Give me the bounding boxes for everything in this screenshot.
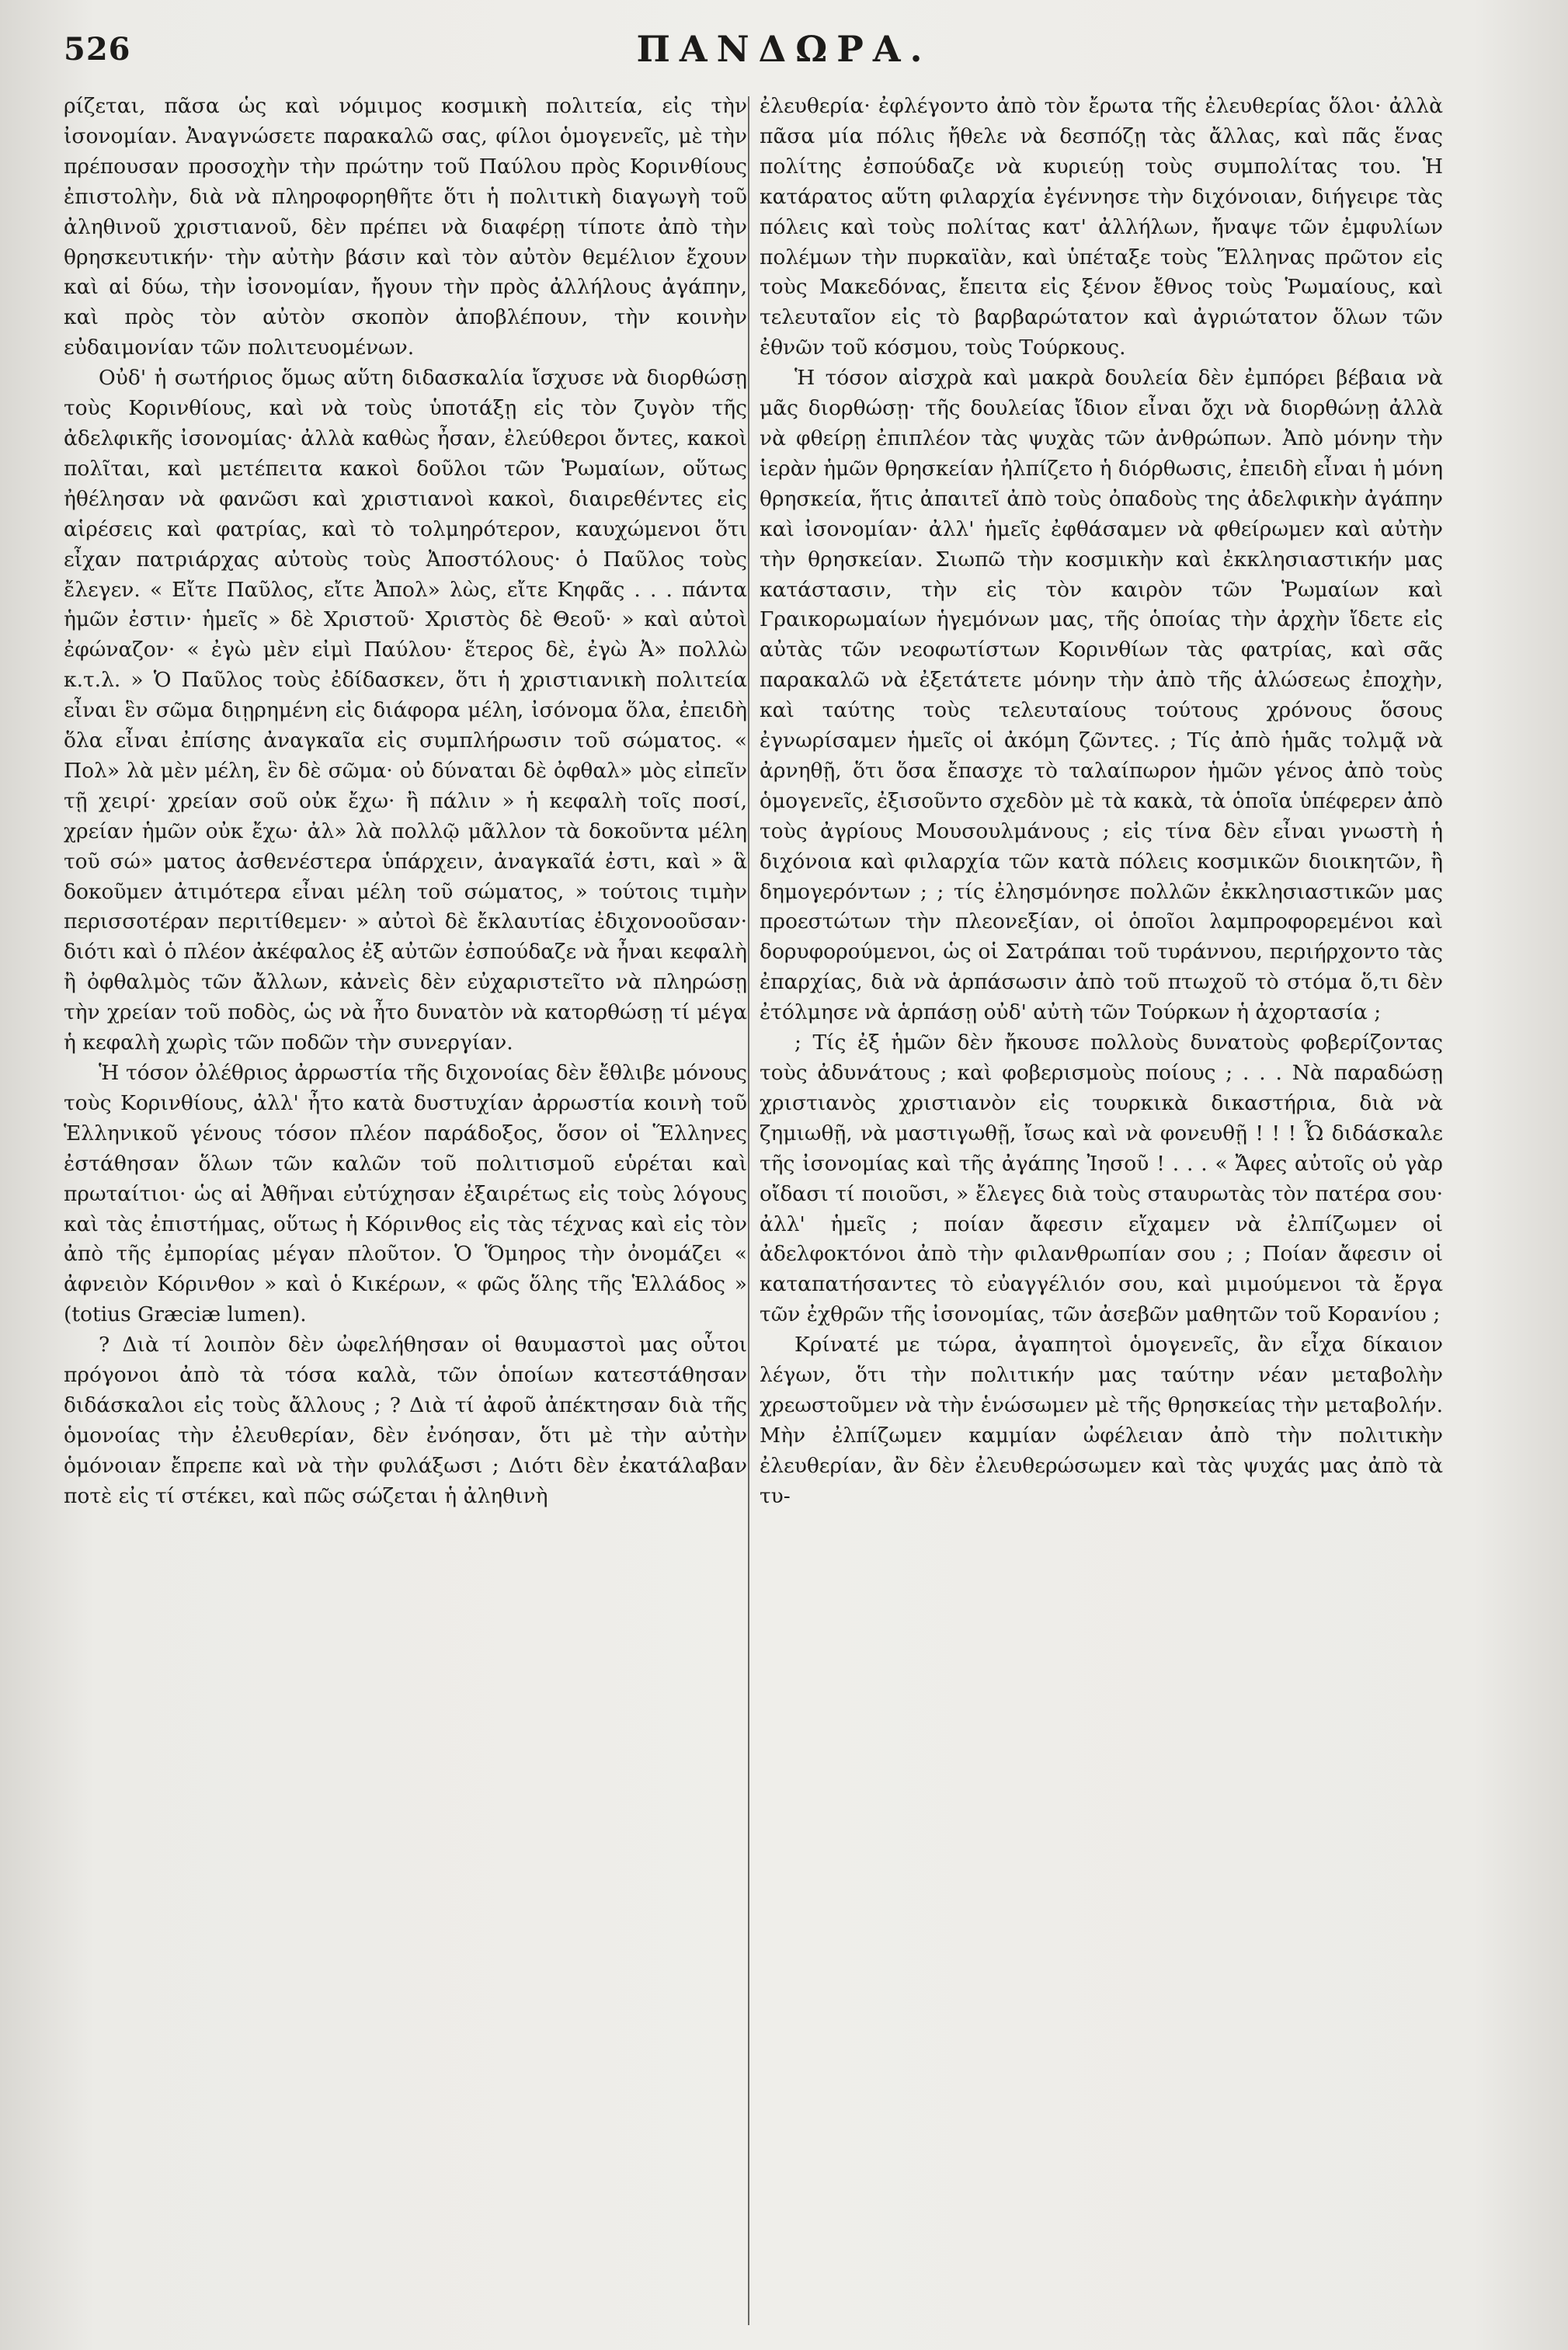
page-number: 526 bbox=[64, 31, 131, 68]
paragraph: ρίζεται, πᾶσα ὡς καὶ νόμιμος κοσμικὴ πολιτεία, εἰς τὴν ἰσονομίαν. Ἀναγνώσετε παρακαλῶ σας, φίλοι ὁμογενεῖς, μὲ τὴν πρέπουσαν προσοχὴν τὴν πρώτην τοῦ Παύλου πρὸς Κορινθίους ἐπιστολὴν, διὰ νὰ πληροφορηθῆτε ὅτι ἡ πολιτικὴ διαγωγὴ τοῦ ἀληθινοῦ χριστιανοῦ, δὲν πρέπει νὰ διαφέρῃ τίποτε ἀπὸ τὴν θρησκευτικήν· τὴν αὐτὴν βάσιν καὶ τὸν αὐτὸν θεμέλιον ἔχουν καὶ αἱ δύω, τὴν ἰσονομίαν, ἤγουν τὴν πρὸς ἀλλήλους ἀγάπην, καὶ πρὸς τὸν αὐτὸν σκοπὸν ἀποβλέπουν, τὴν κοινὴν εὐδαιμονίαν τῶν πολιτευομένων. bbox=[64, 94, 747, 360]
page-header bbox=[64, 22, 1504, 87]
text-column-right bbox=[760, 92, 1443, 2328]
paragraph: Κρίνατέ με τώρα, ἀγαπητοὶ ὁμογενεῖς, ἂν εἶχα δίκαιον λέγων, ὅτι τὴν πολιτικήν μας ταύτην νέαν μεταβολὴν χρεωστοῦμεν νὰ τὴν ἑνώσωμεν μὲ τῆς θρησκείας τὴν μεταβολήν. Μὴν ἐλπίζωμεν καμμίαν ὠφέλειαν ἀπὸ τὴν πολιτικὴν ἐλευθερίαν, ἂν δὲν ἐλευθερώσωμεν καὶ τὰς ψυχάς μας ἀπὸ τὰ τυ- bbox=[760, 1333, 1443, 1508]
running-title: ΠΑΝΔΩΡΑ. bbox=[636, 28, 932, 70]
column-divider bbox=[748, 96, 749, 2325]
paragraph: ? Διὰ τί λοιπὸν δὲν ὠφελήθησαν οἱ θαυμαστοὶ μας οὗτοι πρόγονοι ἀπὸ τὰ τόσα καλὰ, τῶν ὁποίων κατεστάθησαν διδάσκαλοι εἰς τοὺς ἄλλους ; ? Διὰ τί ἀφοῦ ἀπέκτησαν διὰ τῆς ὁμονοίας τὴν ἐλευθερίαν, δὲν ἐνόησαν, ὅτι μὲ τὴν αὐτὴν ὁμόνοιαν ἔπρεπε καὶ νὰ τὴν φυλάξωσι ; Διότι δὲν ἐκατάλαβαν ποτὲ εἰς τί στέκει, καὶ πῶς σώζεται ἡ ἀληθινὴ bbox=[64, 1333, 747, 1508]
text-column-left bbox=[64, 92, 747, 2328]
paragraph: ; Τίς ἐξ ἡμῶν δὲν ἤκουσε πολλοὺς δυνατοὺς φοβερίζοντας τοὺς ἀδυνάτους ; καὶ φοβερισμοὺς ποίους ; . . . Νὰ παραδώσῃ χριστιανὸς χριστιανὸν εἰς τουρκικὰ δικαστήρια, διὰ νὰ ζημιωθῇ, νὰ μαστιγωθῇ, ἴσως καὶ νὰ φονευθῇ ! ! ! Ὦ διδάσκαλε τῆς ἰσονομίας καὶ τῆς ἀγάπης Ἰησοῦ ! . . . « Ἄφες αὐτοῖς οὐ γὰρ οἴδασι τί ποιοῦσι, » ἔλεγες διὰ τοὺς σταυρωτὰς τὸν πατέρα σου· ἀλλ' ἡμεῖς ; ποίαν ἄφεσιν εἴχαμεν νὰ ἐλπίζωμεν οἱ ἀδελφοκτόνοι ἀπὸ τὴν φιλανθρωπίαν σου ; ; Ποίαν ἄφεσιν οἱ καταπατήσαντες τὸ εὐαγγέλιόν σου, καὶ μιμούμενοι τὰ ἔργα τῶν ἐχθρῶν τῆς ἰσονομίας, τῶν ἀσεβῶν μαθητῶν τοῦ Κορανίου ; bbox=[760, 1031, 1443, 1327]
paragraph: Οὐδ' ἡ σωτήριος ὅμως αὕτη διδασκαλία ἴσχυσε νὰ διορθώσῃ τοὺς Κορινθίους, καὶ νὰ τοὺς ὑποτάξῃ εἰς τὸν ζυγὸν τῆς ἀδελφικῆς ἰσονομίας· ἀλλὰ καθὼς ἦσαν, ἐλεύθεροι ὄντες, κακοὶ πολῖται, καὶ μετέπειτα κακοὶ δοῦλοι τῶν Ῥωμαίων, οὕτως ἠθέλησαν νὰ φανῶσι καὶ χριστιανοὶ κακοὶ, διαιρεθέντες εἰς αἱρέσεις καὶ φατρίας, καὶ τὸ τολμηρότερον, καυχώμενοι ὅτι εἶχαν πατριάρχας αὐτοὺς τοὺς Ἀποστόλους· ὁ Παῦλος τοὺς ἔλεγεν. « Εἴτε Παῦλος, εἴτε Ἀπολ» λὼς, εἴτε Κηφᾶς . . . πάντα ἡμῶν ἐστιν· ἡμεῖς » δὲ Χριστοῦ· Χριστὸς δὲ Θεοῦ· » καὶ αὐτοὶ ἐφώναζον· « ἐγὼ μὲν εἰμὶ Παύλου· ἕτερος δὲ, ἐγὼ Ἀ» πολλὼ κ.τ.λ. » Ὁ Παῦλος τοὺς ἐδίδασκεν, ὅτι ἡ χριστιανικὴ πολιτεία εἶναι ἓν σῶμα διῃρημένη εἰς διάφορα μέλη, ἰσόνομα ὅλα, ἐπειδὴ ὅλα εἶναι ἐπίσης ἀναγκαῖα εἰς συμπλήρωσιν τοῦ σώματος. « Πολ» λὰ μὲν μέλη, ἓν δὲ σῶμα· οὐ δύναται δὲ ὀφθαλ» μὸς εἰπεῖν τῇ χειρί· χρείαν σοῦ οὐκ ἔχω· ἢ πάλιν » ἡ κεφαλὴ τοῖς ποσί, χρείαν ἡμῶν οὐκ ἔχω· ἀλ» λὰ πολλῷ μᾶλλον τὰ δοκοῦντα μέλη τοῦ σώ» ματος ἀσθενέστερα ὑπάρχειν, ἀναγκαῖά ἐστι, καὶ » ἃ δοκοῦμεν ἀτιμότερα εἶναι μέλη τοῦ σώματος, » τούτοις τιμὴν περισσοτέραν περιτίθεμεν· » αὐτοὶ δὲ ἔκλαυτίας ἐδιχονοοῦσαν· διότι καὶ ὁ πλέον ἀκέφαλος ἐξ αὐτῶν ἐσπούδαζε νὰ ἦναι κεφαλὴ ἢ ὀφθαλμὸς τῶν ἄλλων, κἀνεὶς δὲν εὐχαριστεῖτο νὰ πληρώσῃ τὴν χρείαν τοῦ ποδὸς, ὡς νὰ ἦτο δυνατὸν νὰ κατορθώσῃ τί μέγα ἡ κεφαλὴ χωρὶς τῶν ποδῶν τὴν συνεργίαν. bbox=[64, 366, 747, 1055]
paragraph: Ἡ τόσον ὀλέθριος ἀρρωστία τῆς διχονοίας δὲν ἔθλιβε μόνους τοὺς Κορινθίους, ἀλλ' ἦτο κατὰ δυστυχίαν ἀρρωστία κοινὴ τοῦ Ἑλληνικοῦ γένους τόσον πλέον παράδοξος, ὅσον οἱ Ἕλληνες ἐστάθησαν ὅλων τῶν καλῶν τοῦ πολιτισμοῦ εὑρέται καὶ πρωταίτιοι· ὡς αἱ Ἀθῆναι εὐτύχησαν ἐξαιρέτως εἰς τοὺς λόγους καὶ τὰς ἐπιστήμας, οὕτως ἡ Κόρινθος εἰς τὰς τέχνας καὶ εἰς τὸν ἀπὸ τῆς ἐμπορίας μέγαν πλοῦτον. Ὁ Ὅμηρος τὴν ὀνομάζει « ἀφνειὸν Κόρινθον » καὶ ὁ Κικέρων, « φῶς ὅλης τῆς Ἑλλάδος » (totius Græciæ lumen). bbox=[64, 1061, 747, 1327]
paragraph: ἐλευθερία· ἐφλέγοντο ἀπὸ τὸν ἔρωτα τῆς ἐλευθερίας ὅλοι· ἀλλὰ πᾶσα μία πόλις ἤθελε νὰ δεσπόζῃ τὰς ἄλλας, καὶ πᾶς ἕνας πολίτης ἐσπούδαζε νὰ κυριεύῃ τοὺς συμπολίτας του. Ἡ κατάρατος αὕτη φιλαρχία ἐγέννησε τὴν διχόνοιαν, διήγειρε τὰς πόλεις καὶ τοὺς πολίτας κατ' ἀλλήλων, ἤναψε τῶν ἐμφυλίων πολέμων τὴν πυρκαϊὰν, καὶ ὑπέταξε τοὺς Ἕλληνας πρῶτον εἰς τοὺς Μακεδόνας, ἔπειτα εἰς ξένον ἔθνος τοὺς Ῥωμαίους, καὶ τελευταῖον εἰς τὸ βαρβαρώτατον καὶ ἀγριώτατον ὅλων τῶν ἐθνῶν τοῦ κόσμου, τοὺς Τούρκους. bbox=[760, 94, 1443, 360]
paragraph: Ἡ τόσον αἰσχρὰ καὶ μακρὰ δουλεία δὲν ἐμπόρει βέβαια νὰ μᾶς διορθώσῃ· τῆς δουλείας ἴδιον εἶναι ὄχι νὰ διορθώνῃ ἀλλὰ νὰ φθείρῃ ἐπιπλέον τὰς ψυχὰς τῶν ἀνθρώπων. Ἀπὸ μόνην τὴν ἱερὰν ἡμῶν θρησκείαν ἠλπίζετο ἡ διόρθωσις, ἐπειδὴ εἶναι ἡ μόνη θρησκεία, ἥτις ἀπαιτεῖ ἀπὸ τοὺς ὀπαδοὺς της ἀδελφικὴν ἀγάπην καὶ ἰσονομίαν· ἀλλ' ἡμεῖς ἐφθάσαμεν νὰ φθείρωμεν καὶ αὐτὴν τὴν θρησκείαν. Σιωπῶ τὴν κοσμικὴν καὶ ἐκκλησιαστικήν μας κατάστασιν, τὴν εἰς τὸν καιρὸν τῶν Ῥωμαίων καὶ Γραικορωμαίων ἡγεμόνων μας, τῆς ὁποίας τὴν ἀρχὴν ἴδετε εἰς αὐτὰς τῶν νεοφωτίστων Κορινθίων τὰς φατρίας, καὶ σᾶς παρακαλῶ νὰ ἐξετάτετε μόνην τὴν ἀπὸ τῆς ἁλώσεως ἐποχὴν, καὶ ταύτης τοὺς τελευταίους τούτους χρόνους ὅσους ἐγνωρίσαμεν ἡμεῖς οἱ ἀκόμη ζῶντες. ; Τίς ἀπὸ ἡμᾶς τολμᾷ νὰ ἀρνηθῇ, ὅτι ὅσα ἔπασχε τὸ ταλαίπωρον ἡμῶν γένος ἀπὸ τοὺς ὁμογενεῖς, ἐξισοῦντο σχεδὸν μὲ τὰ κακὰ, τὰ ὁποῖα ὑπέφερεν ἀπὸ τοὺς ἀγρίους Μουσουλμάνους ; εἰς τίνα δὲν εἶναι γνωστὴ ἡ διχόνοια καὶ φιλαρχία τῶν κατὰ πόλεις κοσμικῶν διοικητῶν, ἢ δημογερόντων ; ; τίς ἐλησμόνησε πολλῶν ἐκκλησιαστικῶν μας προεστώτων τὴν πλεονεξίαν, οἱ ὁποῖοι λαμπροφορεμένοι καὶ δορυφορούμενοι, ὡς οἱ Σατράπαι τοῦ τυράννου, περιήρχοντο τὰς ἐπαρχίας, διὰ νὰ ἁρπάσωσιν ἀπὸ τοῦ πτωχοῦ τὸ στόμα ὅ,τι δὲν ἐτόλμησε νὰ ἁρπάσῃ οὐδ' αὐτὴ τῶν Τούρκων ἡ ἀχορτασία ; bbox=[760, 366, 1443, 1025]
